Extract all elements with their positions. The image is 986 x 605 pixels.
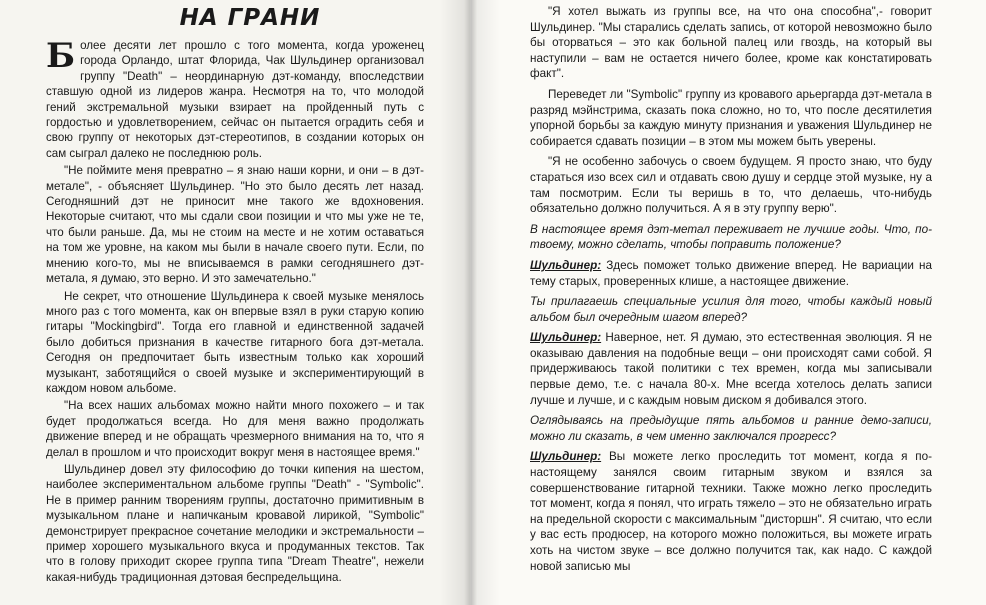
paragraph: "На всех наших альбомах можно найти много похожего – и так будет продолжаться всегда. Но для меня важно продолжать движение вперед и не обращать чрезмерного внимания на то, что я делал в прошлом и что происходит вокруг меня в настоящее время."	[46, 399, 424, 459]
interview-answer: Шульдинер: Наверное, нет. Я думаю, это естественная эволюция. Я не оказываю давления на подобные вещи – они происходят сами собой. Я придерживаюсь такой политики с тех времен, когда мы записывали первые демо, т.е. с начала 80-х. Мне всегда хотелось делать записи лучше и лучше, и с каждым новым диском я добивался этого.	[530, 331, 933, 407]
paragraph: "Я не особенно забочусь о своем будущем. Я просто знаю, что буду стараться изо всех сил и отдавать свою душу и сердце этой музыке, ну а там посмотрим. Если ты веришь в то, что делаешь, что-нибудь обязательно должно получиться. А я в эту группу верю".	[530, 155, 932, 216]
left-column	[46, 4, 424, 587]
interview-question: В настоящее время дэт-метал переживает не лучшие годы. Что, по-твоему, можно сделать, чтобы поправить положение?	[530, 222, 932, 252]
left-page	[0, 0, 470, 605]
interview-answer: Шульдинер: Вы можете легко проследить тот момент, когда я по-настоящему занялся своим гитарным звуком и взялся за совершенствование гитарной техники. Также можно легко проследить тот момент, когда я понял, что играть тяжело – это не обязательно играть на предельной скорости с максимальным "дисторшн". Я считаю, что если у вас есть продюсер, на которого можно положиться, вы можете играть хоть на чистом звуке – все должно получится так, как надо. С каждой новой записью мы	[530, 450, 933, 573]
right-column	[530, 4, 932, 579]
right-page	[472, 0, 986, 605]
paragraph: Переведет ли "Symbolic" группу из кровавого арьергарда дэт-метала в разряд мэйнстрима, сказать пока сложно, но то, что после десятилетия упорной борьбы за каждую минуту признания и уважения Шульдинер не собирается сдавать позиции – в этом мы можем быть уверены.	[530, 87, 932, 148]
paragraph: Не секрет, что отношение Шульдинера к своей музыке менялось много раз с того момента, как он впервые взял в руки старую копию гитары "Mockingbird". Тогда его главной и единственной задачей было добиться признания в качестве гитарного бога дэт-метала. Сегодня он предпочитает быть известным только как хороший музыкант, заботящийся о своей музыке и экспериментирующий в каждом новом альбоме.	[46, 289, 424, 395]
drop-cap: Б	[46, 36, 76, 76]
speaker-label: Шульдинер:	[530, 450, 602, 464]
paragraph: "Я хотел выжать из группы все, на что она способна",- говорит Шульдинер. "Мы старались сделать запись, от которой невозможно было бы оторваться – это как больной палец или гвоздь, на который вы наступили – вам не остается ничего более, кроме как констатировать факт".	[530, 5, 932, 81]
interview-question: Оглядываясь на предыдущие пять альбомов и ранние демо-записи, можно ли сказать, в чем именно заключался прогресс?	[530, 414, 932, 443]
speaker-label: Шульдинер:	[530, 331, 602, 345]
interview-question: Ты прилагаешь специальные усилия для того, чтобы каждый новый альбом был очередным шагом вперед?	[530, 295, 932, 324]
article-title: НА ГРАНИ	[179, 5, 321, 31]
interview-answer: Шульдинер: Здесь поможет только движение вперед. Не вариации на тему старых, проверенных клише, а настоящее движение.	[530, 258, 932, 288]
paragraph: Шульдинер довел эту философию до точки кипения на шестом, наиболее экспериментальном альбоме группы "Death" - "Symbolic". Не в пример ранним творениям группы, достаточно примитивным в музыкальном плане и напичканым кровавой лирикой, "Symbolic" демонстрирует прекрасное сочетание мелодики и экстремальности – пример хорошего музыкального вкуса и продуманных текстов. Так что в голову приходит скорее группа типа "Dream Theatre", нежели какая-нибудь традиционная дэтовая беспредельщина.	[46, 462, 424, 584]
paragraph: Более десяти лет прошло с того момента, когда уроженец города Орландо, штат Флорида, Чак Шульдинер организовал группу "Death" – неординарную дэт-команду, впоследствии ставшую одной из лидеров жанра. Несмотря на то, что молодой гений экстремальной музыки взирает на пройденный путь с гордостью и удовлетворением, сейчас он пытается оградить себя и свою группу от некоторых дэт-стереотипов, в создании которых он сам сыграл далеко не последнюю роль.	[46, 36, 424, 160]
paragraph: "Не поймите меня превратно – я знаю наши корни, и они – в дэт-метале", - объясняет Шульдинер. "Но это было десять лет назад. Сегодняшний дэт не приносит мне такого же вдохновения. Некоторые считают, что мы сдали свои позиции и что мы уже не те, что были раньше. Да, мы не стоим на месте и не хотим оставаться на том же уровне, на каком мы были в начале своего пути. Если, по мнению кого-то, мы не вписываемся в рамки сегодняшнего дэт-метала, я думаю, это верно. И это замечательно."	[46, 164, 424, 286]
speaker-label: Шульдинер:	[530, 258, 602, 272]
